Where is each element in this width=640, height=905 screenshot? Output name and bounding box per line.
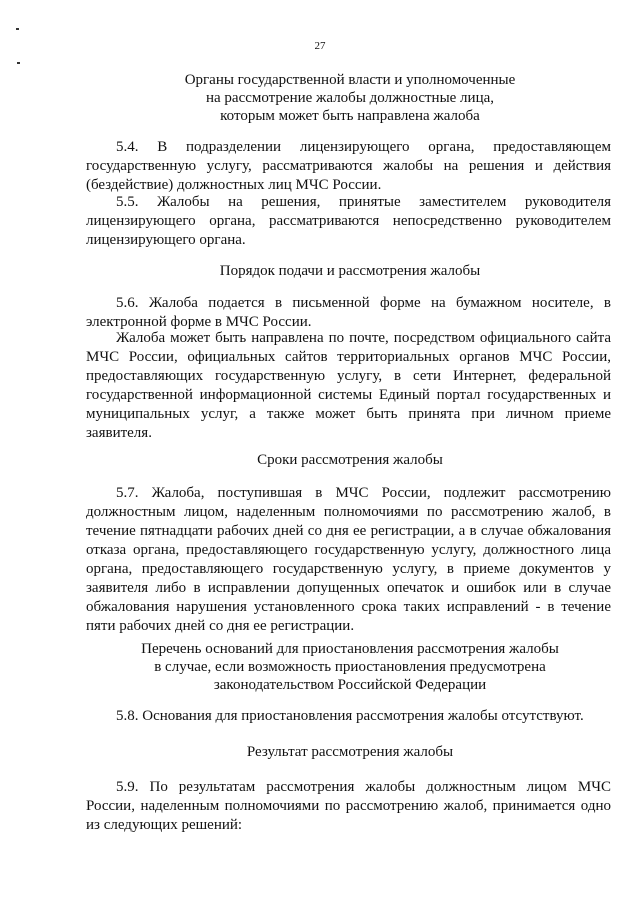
heading-line: в случае, если возможность приостановления предусмотрена — [154, 659, 546, 675]
section-heading — [60, 451, 640, 469]
heading-line: Органы государственной власти и уполномоченные — [184, 72, 516, 88]
paragraph: Жалоба может быть направлена по почте, посредством официального сайта МЧС России, официальных сайтов территориальных органов МЧС России, предоставляющих государственную услугу, в сети Интернет, федеральной государственной информационной системы Единый портал государственных и муниципальных услуг, а также может быть принята при личном приеме заявителя. — [86, 330, 611, 441]
heading-line: Результат рассмотрения жалобы — [246, 744, 454, 760]
scan-mark — [16, 28, 19, 30]
section-heading — [60, 71, 640, 125]
paragraph: 5.8. Основания для приостановления рассмотрения жалобы отсутствуют. — [116, 708, 584, 724]
paragraph: 5.9. По результатам рассмотрения жалобы должностным лицом МЧС России, наделенным полномочиями по рассмотрению жалоб, принимается одно из следующих решений: — [86, 779, 611, 833]
paragraph: 5.7. Жалоба, поступившая в МЧС России, подлежит рассмотрению должностным лицом, наделенным полномочиями по рассмотрению жалоб, в течение пятнадцати рабочих дней со дня ее регистрации, а в случае обжалования отказа органа, предоставляющего государственную услугу, должностного лица органа, предоставляющего государственную услугу, в приеме документов у заявителя либо в исправлении допущенных опечаток и ошибок или в случае обжалования нарушения установленного срока таких исправлений - в течение пяти рабочих дней со дня ее регистрации. — [86, 485, 611, 634]
paragraph: 5.4. В подразделении лицензирующего органа, предоставляющем государственную услугу, рассматриваются жалобы на решения и действия (бездействие) должностных лиц МЧС России. — [86, 139, 611, 193]
scan-mark — [17, 62, 20, 64]
paragraph: 5.5. Жалобы на решения, принятые заместителем руководителя лицензирующего органа, рассматриваются непосредственно руководителем лицензирующего органа. — [86, 194, 611, 248]
paragraph: 5.6. Жалоба подается в письменной форме на бумажном носителе, в электронной форме в МЧС России. — [86, 295, 611, 330]
heading-line: Порядок подачи и рассмотрения жалобы — [219, 263, 481, 279]
heading-line: которым может быть направлена жалоба — [220, 108, 480, 124]
heading-line: на рассмотрение жалобы должностные лица, — [205, 90, 495, 106]
page-number: 27 — [314, 40, 326, 52]
heading-line: Перечень оснований для приостановления рассмотрения жалобы — [141, 641, 559, 657]
section-heading — [60, 743, 640, 761]
heading-line: Сроки рассмотрения жалобы — [257, 452, 443, 468]
section-heading — [60, 640, 640, 694]
section-heading — [60, 262, 640, 280]
heading-line: законодательством Российской Федерации — [213, 677, 487, 693]
